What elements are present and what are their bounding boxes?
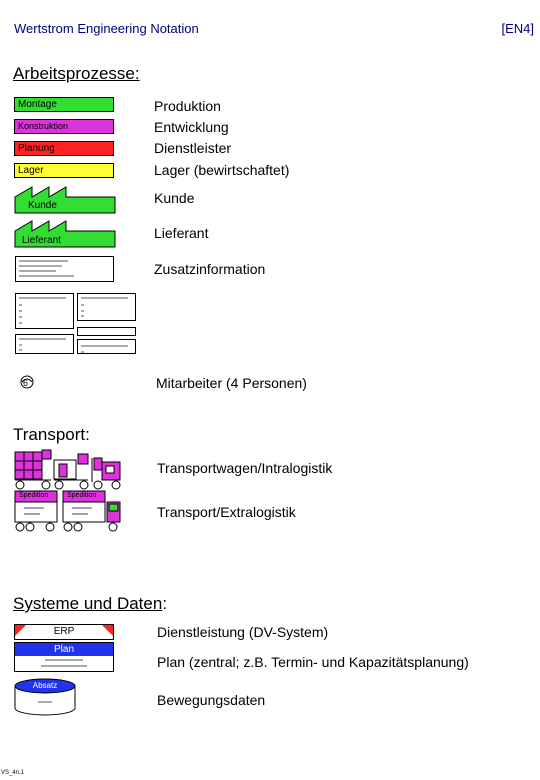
info-note-lines xyxy=(80,295,133,319)
label-entwicklung: Entwicklung xyxy=(154,119,229,135)
label-lager: Lager (bewirtschaftet) xyxy=(154,162,290,178)
label-produktion: Produktion xyxy=(154,98,221,114)
label-mitarbeiter: Mitarbeiter (4 Personen) xyxy=(156,375,307,391)
label-bewegungsdaten: Bewegungsdaten xyxy=(157,692,266,708)
process-box-lieferant: Lieferant xyxy=(22,235,61,246)
label-dienstleistung: Dienstleistung (DV-System) xyxy=(157,624,329,640)
label-plan: Plan (zentral; z.B. Termin- und Kapazitätsplanung) xyxy=(157,654,469,670)
info-note-small-5 xyxy=(77,339,136,354)
label-lieferant: Lieferant xyxy=(154,225,209,241)
label-extralogistik: Transport/Extralogistik xyxy=(157,504,296,520)
truck-label-left: Spedition xyxy=(19,492,49,499)
process-box-planung: Planung xyxy=(14,141,114,156)
section-title-systems xyxy=(13,594,167,614)
label-intralogistik: Transportwagen/Intralogistik xyxy=(157,460,333,476)
section-title-transport: Transport: xyxy=(13,425,90,444)
process-box-kunde: Kunde xyxy=(28,200,57,211)
process-box-montage: Montage xyxy=(14,97,114,112)
info-note-small-3 xyxy=(77,327,136,336)
truck-label-right: Spedition xyxy=(67,492,97,499)
section-title-systems-colon: : xyxy=(162,594,168,613)
label-dienstleister: Dienstleister xyxy=(154,140,232,156)
label-kunde: Kunde xyxy=(154,190,195,206)
worker-count: 6 xyxy=(23,378,29,388)
process-box-konstruktion: Konstruktion xyxy=(14,119,114,134)
section-title-processes: Arbeitsprozesse: xyxy=(13,64,140,83)
plan-header: Plan xyxy=(15,643,113,656)
info-note-lines xyxy=(18,295,71,327)
plan-system-box xyxy=(14,642,114,672)
info-note-lines xyxy=(18,258,111,280)
erp-label: ERP xyxy=(53,626,75,637)
process-box-lager: Lager xyxy=(14,163,114,178)
label-zusatz: Zusatzinformation xyxy=(154,261,266,277)
footer-code: VS_4n.1 xyxy=(1,770,25,776)
section-title-systems-text: Systeme und Daten xyxy=(13,594,163,613)
plan-detail-lines xyxy=(15,656,113,671)
info-note-small-2 xyxy=(77,293,136,321)
transport-cart-icon xyxy=(14,448,124,494)
info-note-small-1 xyxy=(15,293,74,329)
info-note-small-4 xyxy=(15,334,74,354)
info-note-lines xyxy=(18,336,71,352)
header-title: Wertstrom Engineering Notation xyxy=(14,21,199,36)
database-label: Absatz xyxy=(32,681,58,690)
header-code: [EN4] xyxy=(501,21,534,36)
info-note-lines xyxy=(80,343,133,354)
info-note-main xyxy=(15,256,114,282)
